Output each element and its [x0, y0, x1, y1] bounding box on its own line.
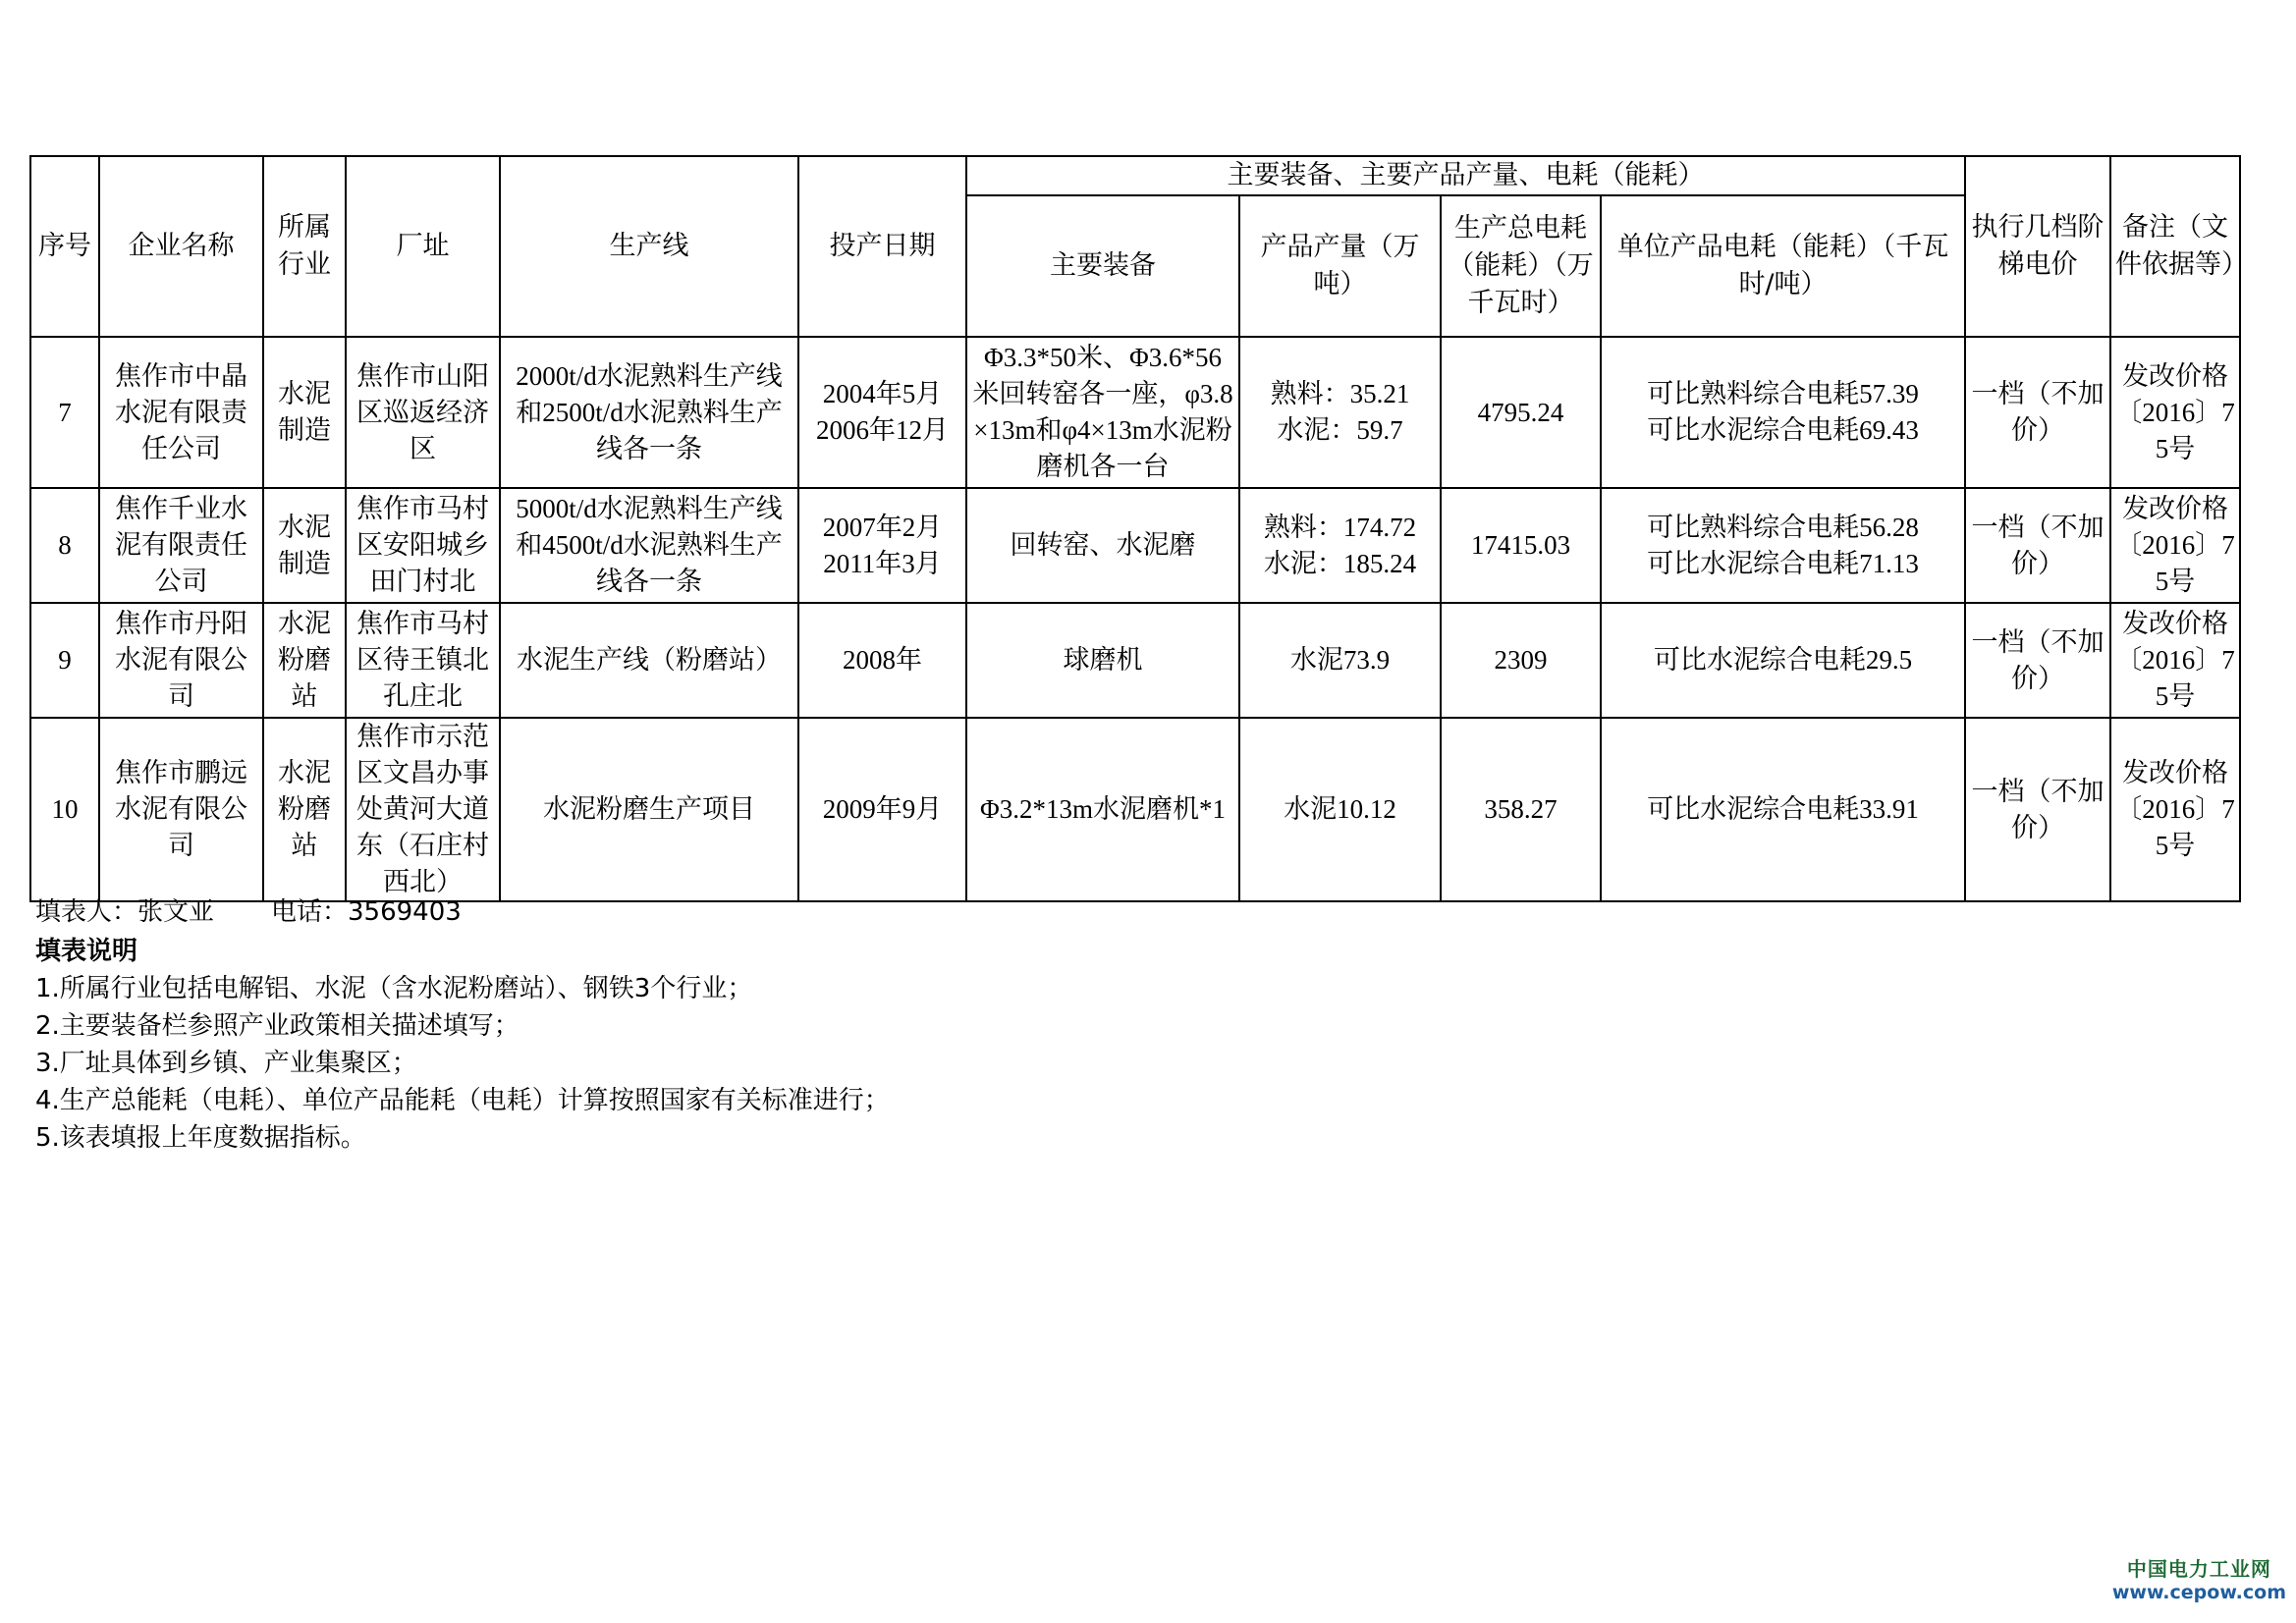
cell-remark: 发改价格〔2016〕75号 — [2110, 603, 2240, 718]
cell-date: 2008年 — [798, 603, 966, 718]
note-item: 3.厂址具体到乡镇、产业集聚区； — [35, 1049, 417, 1078]
cell-unit-line2: 可比水泥综合电耗69.43 — [1647, 415, 1919, 445]
cell-address: 焦作市山阳区巡返经济区 — [346, 337, 500, 488]
header-date: 投产日期 — [798, 156, 966, 337]
cell-tier: 一档（不加价） — [1965, 337, 2110, 488]
cell-unit-line1: 可比熟料综合电耗57.39 — [1647, 379, 1919, 408]
filler-info — [35, 893, 462, 931]
cell-remark: 发改价格〔2016〕75号 — [2110, 488, 2240, 603]
table-row — [30, 603, 2240, 718]
cell-industry: 水泥制造 — [263, 337, 346, 488]
cell-line: 水泥生产线（粉磨站） — [500, 603, 798, 718]
cell-date-line2: 2006年12月 — [816, 415, 949, 445]
cell-equipment: Φ3.3*50米、Φ3.6*56米回转窑各一座，φ3.8×13m和φ4×13m水泥粉磨机各一台 — [966, 337, 1239, 488]
cell-unit — [1601, 337, 1965, 488]
note-item: 5.该表填报上年度数据指标。 — [35, 1123, 366, 1153]
cell-line: 2000t/d水泥熟料生产线和2500t/d水泥熟料生产线各一条 — [500, 337, 798, 488]
cell-unit: 可比水泥综合电耗33.91 — [1601, 718, 1965, 901]
header-industry: 所属行业 — [263, 156, 346, 337]
header-line: 生产线 — [500, 156, 798, 337]
header-tier: 执行几档阶梯电价 — [1965, 156, 2110, 337]
cell-tier: 一档（不加价） — [1965, 488, 2110, 603]
cell-remark: 发改价格〔2016〕75号 — [2110, 337, 2240, 488]
cell-output — [1239, 337, 1441, 488]
cell-seq: 10 — [30, 718, 99, 901]
header-unit: 单位产品电耗（能耗）（千瓦时/吨） — [1601, 195, 1965, 337]
cell-industry: 水泥粉磨站 — [263, 718, 346, 901]
cell-address: 焦作市示范区文昌办事处黄河大道东（石庄村西北） — [346, 718, 500, 901]
watermark-url: www.cepow.com — [2111, 1582, 2286, 1603]
cell-address: 焦作市马村区安阳城乡田门村北 — [346, 488, 500, 603]
cell-output-line1: 熟料：35.21 — [1270, 379, 1410, 408]
cell-line: 5000t/d水泥熟料生产线和4500t/d水泥熟料生产线各一条 — [500, 488, 798, 603]
cell-seq: 9 — [30, 603, 99, 718]
cell-address: 焦作市马村区待王镇北孔庄北 — [346, 603, 500, 718]
cell-seq: 7 — [30, 337, 99, 488]
cell-industry: 水泥粉磨站 — [263, 603, 346, 718]
header-equipment: 主要装备 — [966, 195, 1239, 337]
note-item: 4.生产总能耗（电耗）、单位产品能耗（电耗）计算按照国家有关标准进行； — [35, 1086, 890, 1115]
watermark-name: 中国电力工业网 — [2126, 1557, 2271, 1581]
cell-tier: 一档（不加价） — [1965, 603, 2110, 718]
header-seq: 序号 — [30, 156, 99, 337]
header-total: 生产总电耗（能耗）（万千瓦时） — [1441, 195, 1601, 337]
cell-output-line2: 水泥：185.24 — [1263, 548, 1417, 578]
table-row — [30, 488, 2240, 603]
filler-phone: 电话：3569403 — [271, 897, 462, 927]
filler-name: 填表人：张文亚 — [35, 897, 215, 927]
note-item: 2.主要装备栏参照产业政策相关描述填写； — [35, 1011, 519, 1041]
cell-total: 358.27 — [1441, 718, 1601, 901]
cell-output: 水泥10.12 — [1239, 718, 1441, 901]
header-output: 产品产量（万吨） — [1239, 195, 1441, 337]
cell-equipment: 球磨机 — [966, 603, 1239, 718]
cell-total: 17415.03 — [1441, 488, 1601, 603]
cell-unit-line2: 可比水泥综合电耗71.13 — [1647, 548, 1919, 578]
cell-equipment: Φ3.2*13m水泥磨机*1 — [966, 718, 1239, 901]
cell-equipment: 回转窑、水泥磨 — [966, 488, 1239, 603]
cell-output — [1239, 488, 1441, 603]
cell-total: 2309 — [1441, 603, 1601, 718]
cell-company: 焦作市丹阳水泥有限公司 — [99, 603, 263, 718]
watermark-logo — [2112, 1553, 2286, 1603]
cell-industry: 水泥制造 — [263, 488, 346, 603]
cell-date: 2009年9月 — [798, 718, 966, 901]
data-table — [29, 155, 2248, 902]
note-item: 1.所属行业包括电解铝、水泥（含水泥粉磨站）、钢铁3个行业； — [35, 974, 753, 1003]
cell-output-line1: 熟料：174.72 — [1263, 512, 1417, 542]
cell-tier: 一档（不加价） — [1965, 718, 2110, 901]
cell-company: 焦作千业水泥有限责任公司 — [99, 488, 263, 603]
cell-unit — [1601, 488, 1965, 603]
cell-date-line2: 2011年3月 — [823, 548, 942, 578]
cell-total: 4795.24 — [1441, 337, 1601, 488]
notes-title: 填表说明 — [35, 937, 138, 966]
cell-remark: 发改价格〔2016〕75号 — [2110, 718, 2240, 901]
cell-unit: 可比水泥综合电耗29.5 — [1601, 603, 1965, 718]
table-row — [30, 337, 2240, 488]
cell-date — [798, 337, 966, 488]
cell-company: 焦作市鹏远水泥有限公司 — [99, 718, 263, 901]
cell-line: 水泥粉磨生产项目 — [500, 718, 798, 901]
header-group: 主要装备、主要产品产量、电耗（能耗） — [966, 156, 1965, 195]
table-row — [30, 718, 2240, 901]
cell-date — [798, 488, 966, 603]
header-address: 厂址 — [346, 156, 500, 337]
cell-date-line1: 2007年2月 — [822, 512, 943, 542]
cell-seq: 8 — [30, 488, 99, 603]
cell-output: 水泥73.9 — [1239, 603, 1441, 718]
cell-date-line1: 2004年5月 — [822, 379, 943, 408]
cell-output-line2: 水泥：59.7 — [1277, 415, 1403, 445]
header-company: 企业名称 — [99, 156, 263, 337]
header-remark: 备注（文件依据等） — [2110, 156, 2240, 337]
cell-company: 焦作市中晶水泥有限责任公司 — [99, 337, 263, 488]
cell-unit-line1: 可比熟料综合电耗56.28 — [1647, 512, 1919, 542]
